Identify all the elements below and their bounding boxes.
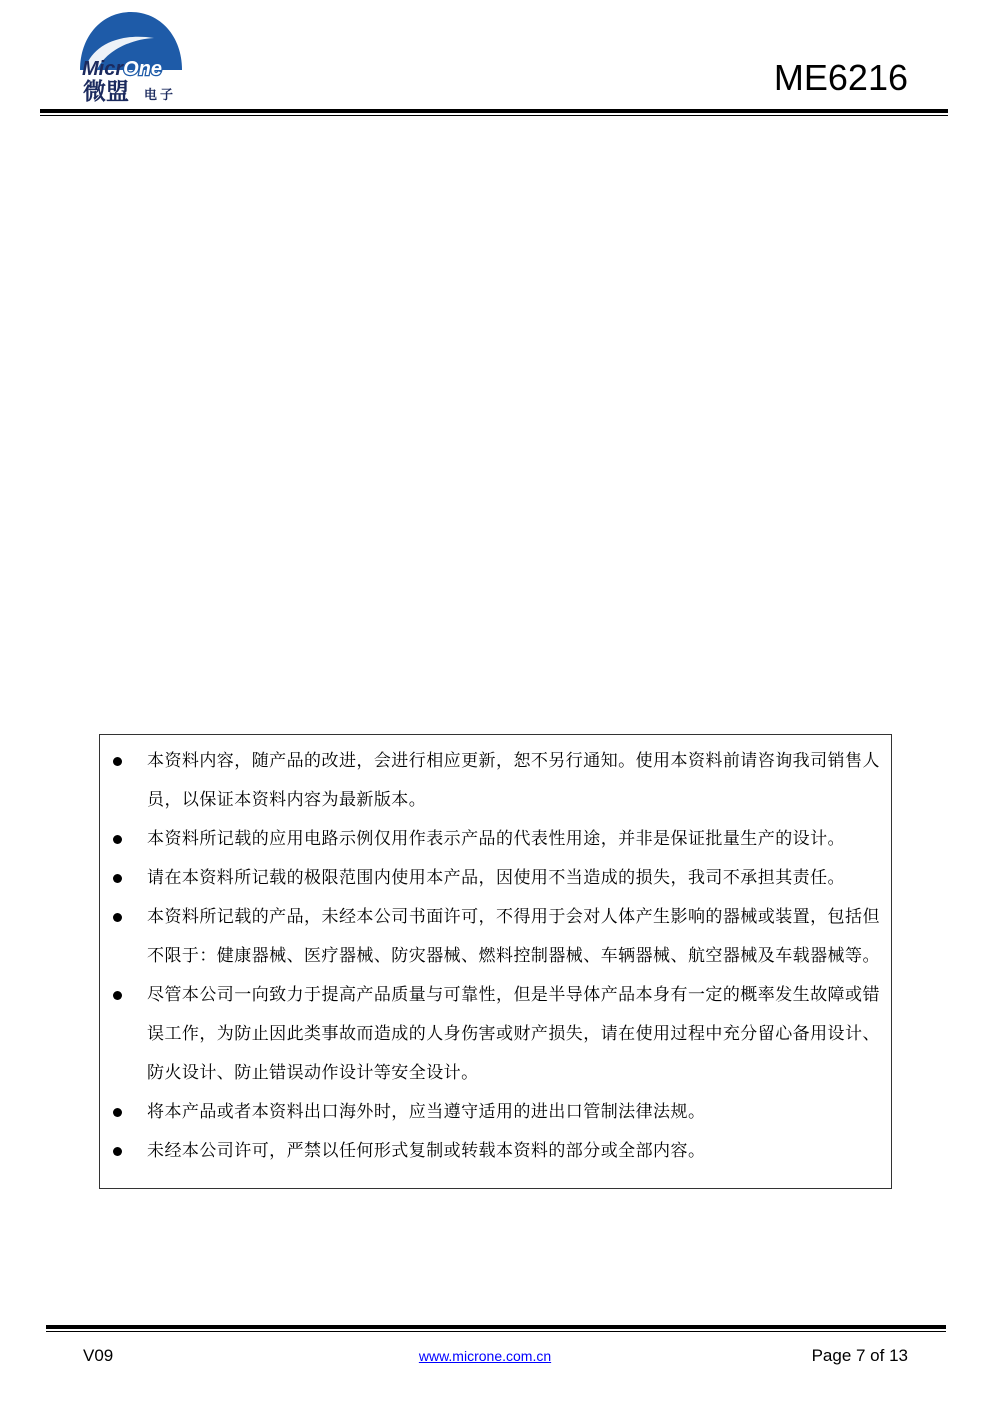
- logo-wordmark: [82, 58, 162, 80]
- list-item: [100, 742, 891, 820]
- footer-rule-thin: [46, 1331, 946, 1332]
- disclaimer-list: [100, 735, 891, 1171]
- disclaimer-text: 将本产品或者本资料出口海外时，应当遵守适用的进出口管制法律法规。: [147, 1102, 706, 1122]
- logo-wordmark-part-2: One: [123, 58, 163, 80]
- footer-rule-thick: [46, 1325, 946, 1329]
- disclaimer-text: 请在本资料所记载的极限范围内使用本产品，因使用不当造成的损失，我司不承担其责任。: [147, 868, 845, 888]
- list-item: [100, 898, 891, 976]
- bullet-icon: [113, 1108, 122, 1117]
- list-item: [100, 820, 891, 859]
- page-number: Page 7 of 13: [811, 1346, 908, 1365]
- disclaimer-text: 本资料内容，随产品的改进，会进行相应更新，恕不另行通知。使用本资料前请咨询我司销售人员，以保证本资料内容为最新版本。: [147, 751, 880, 810]
- list-item: [100, 1132, 891, 1171]
- logo-wordmark-part-1: Micr: [82, 58, 124, 80]
- company-logo: [76, 8, 186, 108]
- disclaimer-box: [99, 734, 892, 1189]
- list-item: [100, 859, 891, 898]
- logo-chinese-suffix: 电子: [144, 88, 177, 103]
- logo-chinese-name: 微盟: [83, 79, 129, 105]
- bullet-icon: [113, 991, 122, 1000]
- bullet-icon: [113, 835, 122, 844]
- website-link[interactable]: www.microne.com.cn: [418, 1348, 552, 1364]
- disclaimer-text: 本资料所记载的应用电路示例仅用作表示产品的代表性用途，并非是保证批量生产的设计。: [147, 829, 845, 849]
- disclaimer-text: 本资料所记载的产品，未经本公司书面许可，不得用于会对人体产生影响的器械或装置，包括但不限于：健康器械、医疗器械、防灾器械、燃料控制器械、车辆器械、航空器械及车载器械等。: [147, 907, 880, 966]
- list-item: [100, 1093, 891, 1132]
- document-version: V09: [83, 1346, 114, 1365]
- bullet-icon: [113, 874, 122, 883]
- header-rule-thick: [40, 109, 948, 113]
- bullet-icon: [113, 757, 122, 766]
- disclaimer-text: 尽管本公司一向致力于提高产品质量与可靠性，但是半导体产品本身有一定的概率发生故障或错误工作，为防止因此类事故而造成的人身伤害或财产损失，请在使用过程中充分留心备用设计、防火设计、防止错误动作设计等安全设计。: [147, 985, 880, 1083]
- list-item: [100, 976, 891, 1093]
- bullet-icon: [113, 1147, 122, 1156]
- disclaimer-text: 未经本公司许可，严禁以任何形式复制或转载本资料的部分或全部内容。: [147, 1141, 706, 1161]
- bullet-icon: [113, 913, 122, 922]
- header-rule-thin: [40, 115, 948, 116]
- part-number-title: ME6216: [773, 57, 908, 98]
